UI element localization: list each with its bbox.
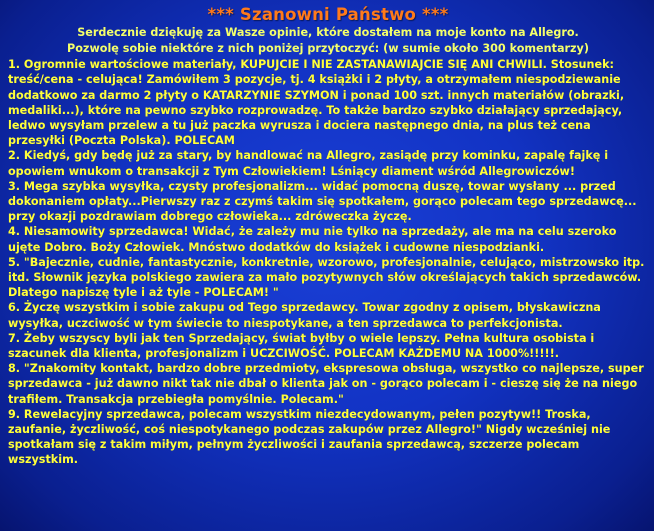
testimonial-list [8, 57, 648, 467]
testimonial-item-9: 9. Rewelacyjny sprzedawca, polecam wszystkim niezdecydowanym, pełen pozytyw!! Troska, zaufanie, życzliwość, coś niespotykanego podczas zakupów przez Allegro!" Nigdy wcześniej nie spotkałam się z takim miłym, pełnym życzliwości i zaufania sprzedawcą, szczerze polecam wszystkim. [8, 407, 611, 467]
testimonial-item-8: 8. "Znakomity kontakt, bardzo dobre przedmioty, ekspresowa obsługa, wszystko co najlepsze, super sprzedawca - już dawno nikt tak nie dbał o klienta jak on - gorąco polecam i - cieszę się że na niego trafiłem. Transakcja przebiegła pomyślnie. Polecam." [8, 362, 644, 406]
page-title: *** Szanowni Państwo *** [207, 5, 449, 24]
testimonial-item-2: 2. Kiedyś, gdy będę już za stary, by handlować na Allegro, zasiądę przy kominku, zapalę fajkę i opowiem wnukom o transakcji z Tym Człowiekiem! Lśniący diament wśród Allegrowiczów! [8, 149, 609, 178]
intro-line-2: Pozwolę sobie niektóre z nich poniżej przytoczyć: (w sumie około 300 komentarzy) [67, 41, 589, 55]
testimonial-item-4: 4. Niesamowity sprzedawca! Widać, że zależy mu nie tylko na sprzedaży, ale ma na celu szeroko ujęte Dobro. Boży Człowiek. Mnóstwo dodatków do książek i cudowne niespodzianki. [8, 225, 617, 254]
testimonial-item-6: 6. Życzę wszystkim i sobie zakupu od Tego sprzedawcy. Towar zgodny z opisem, błyskawiczna wysyłka, uczciwość w tym świecie to niespotykane, a ten sprzedawca to perfekcjonista. [8, 301, 601, 330]
testimonial-item-7: 7. Żeby wszyscy byli jak ten Sprzedający, świat byłby o wiele lepszy. Pełna kultura osobista i szacunek dla klienta, profesjonalizm i UCZCIWOŚĆ. POLECAM KAŻDEMU NA 1000%!!!!!. [8, 331, 595, 361]
intro-line-1: Serdecznie dziękuję za Wasze opinie, które dostałem na moje konto na Allegro. [77, 26, 579, 39]
testimonial-item-5: 5. "Bajecznie, cudnie, fantastycznie, konkretnie, wzorowo, profesjonalnie, celująco, mistrzowsko itp. itd. Słownik języka polskiego zawiera za mało pozytywnych słów określających takich sprzedawców. Dlatego napiszę tyle i aż tyle - POLECAM! " [8, 255, 645, 300]
testimonial-item-1: 1. Ogromnie wartościowe materiały, KUPUJCIE I NIE ZASTANAWIAJCIE SIĘ ANI CHWILI. Stosunek: treść/cena - celująca! Zamówiłem 3 pozycje, tj. 4 książki i 2 płyty, a otrzymałem niespodziewanie dodatkowo za darmo 2 płyty o KATARZYNIE SZYMON i ponad 100 szt. innych materiałów (obrazki, medaliki...), które na pewno szybko rozprowadzę. To także bardzo szybko działający sprzedający, ledwo wysyłam przelew a tu już paczka wyrusza i dociera następnego dnia, na plus też cena przesyłki (Poczta Polska). POLECAM [8, 58, 625, 148]
testimonial-item-3: 3. Mega szybka wysyłka, czysty profesjonalizm... widać pomocną duszę, towar wysłany ... przed dokonaniem opłaty...Pierwszy raz z czymś takim się spotkałem, gorąco polecam tego sprzedawcę... przy okazji pozdrawiam dobrego człowieka... zdróweczka życzę. [8, 179, 637, 224]
